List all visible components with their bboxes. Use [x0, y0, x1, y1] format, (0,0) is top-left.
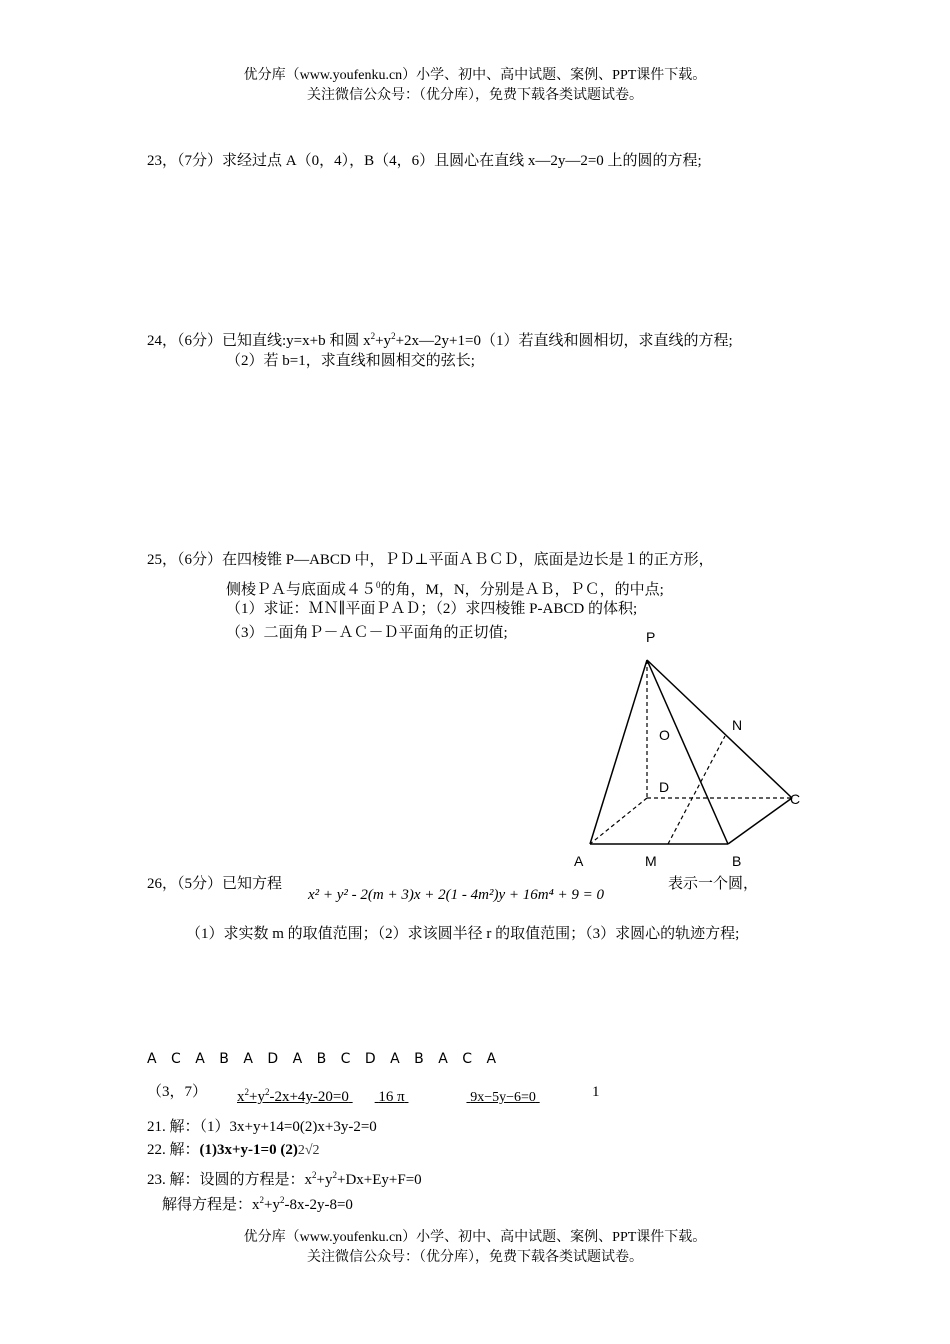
a23-sup2: 2: [332, 1170, 337, 1180]
a23-l2c: -8x-2y-8=0: [284, 1197, 353, 1213]
a23-l2a: 解得方程是：x: [162, 1197, 260, 1213]
label-D: D: [659, 779, 670, 795]
answer-choices: A C A B A D A B C D A B A C A: [147, 1051, 497, 1067]
question-26-equation: x² + y² - 2(m + 3)x + 2(1 - 4m²)y + 16m⁴ + 9 = 0: [308, 887, 605, 903]
question-25-line3: （1）求证：ＭＮ∥平面ＰＡＤ；（2）求四棱锥 P-ABCD 的体积;: [226, 601, 638, 617]
label-P: P: [646, 629, 656, 645]
answer-fill-5: 1: [592, 1084, 600, 1100]
header-line-1: 优分库（www.youfenku.cn）小学、初中、高中试题、案例、PPT课件下载。: [243, 68, 707, 83]
header-line-2: 关注微信公众号：（优分库），免费下载各类试题试卷。: [307, 88, 643, 103]
segment-MN: [668, 736, 725, 844]
question-24-part2: （2）若 b=1，求直线和圆相交的弦长;: [226, 353, 475, 369]
answer-fill-1: （3，7）: [147, 1084, 208, 1100]
question-26-suffix: 表示一个圆，: [668, 876, 759, 892]
q24-prefix: 24，（6分）已知直线:y=x+b 和圆 x: [147, 333, 371, 349]
label-A: A: [574, 853, 584, 869]
q25-line2sup: 0: [376, 580, 381, 590]
question-25-line2: [226, 575, 664, 600]
a22-sqrt: 2√2: [297, 1143, 320, 1158]
footer-line-2: 关注微信公众号：（优分库），免费下载各类试题试卷。: [307, 1250, 643, 1265]
label-N: N: [732, 717, 743, 733]
answer-21: 21. 解：（1）3x+y+14=0(2)x+3y-2=0: [147, 1119, 377, 1135]
edge-PB: [647, 660, 728, 844]
label-B: B: [732, 853, 742, 869]
question-25-line4: （3）二面角Ｐ－ＡＣ－Ｄ平面角的正切值;: [226, 625, 508, 641]
fill2-b: +y: [249, 1089, 265, 1105]
label-C: C: [790, 791, 801, 807]
fill2-c: -2x+4y-20=0: [269, 1089, 349, 1105]
a23-sup4: 2: [279, 1195, 285, 1205]
question-25-line1: 25，（6分）在四棱锥 P—ABCD 中，ＰＤ⊥平面ＡＢＣＤ，底面是边长是１的正方形，: [147, 552, 714, 568]
answer-fill-2: [237, 1089, 349, 1105]
q24-sup2: 2: [391, 331, 396, 341]
question-23: 23，（7分）求经过点 A（0，4），B（4，6）且圆心在直线 x—2y—2=0 上的圆的方程;: [147, 153, 702, 169]
a23-l1a: 23. 解：设圆的方程是：x: [147, 1172, 313, 1188]
answer-23-line1: [147, 1165, 422, 1190]
fill2-sup2: 2: [264, 1087, 270, 1097]
q25-line2a: 侧棱ＰＡ与底面成４５: [226, 582, 377, 598]
fill2-sup1: 2: [244, 1087, 249, 1097]
a22-bold: (1)3x+y-1=0 (2): [199, 1142, 298, 1158]
a22-prefix: 22. 解：: [147, 1142, 200, 1158]
footer-line-1: 优分库（www.youfenku.cn）小学、初中、高中试题、案例、PPT课件下载。: [243, 1230, 707, 1245]
question-26-prefix: 26，（5分）已知方程: [147, 876, 283, 892]
answer-fill-line: [237, 1082, 595, 1108]
q24-mid1: +y: [375, 333, 392, 349]
answer-fill-3: 16 π: [378, 1089, 405, 1105]
edge-DA: [590, 798, 647, 844]
label-M: M: [645, 853, 657, 869]
a23-sup1: 2: [312, 1170, 317, 1180]
fill2-a: x: [237, 1089, 245, 1105]
q24-suffix: +2x—2y+1=0（1）若直线和圆相切，求直线的方程;: [395, 333, 733, 349]
a23-l1b: +y: [316, 1172, 333, 1188]
q24-sup1: 2: [370, 331, 376, 341]
question-24: [147, 326, 733, 351]
answer-23-line2: [162, 1190, 353, 1215]
q25-line2b: 的角，M，N，分别是ＡＢ，ＰＣ，的中点;: [380, 582, 664, 598]
edge-BC: [728, 798, 792, 844]
answer-fill-4: 9x−5y−6=0: [470, 1090, 536, 1105]
pyramid-figure: [560, 620, 820, 875]
edge-PA: [590, 660, 647, 844]
a23-sup3: 2: [259, 1195, 265, 1205]
question-26-parts: （1）求实数 m 的取值范围；（2）求该圆半径 r 的取值范围；（3）求圆心的轨迹方程;: [186, 926, 740, 942]
a23-l1c: +Dx+Ey+F=0: [336, 1172, 422, 1188]
answer-22: [147, 1140, 320, 1161]
a23-l2b: +y: [264, 1197, 280, 1213]
label-O: O: [659, 727, 670, 743]
